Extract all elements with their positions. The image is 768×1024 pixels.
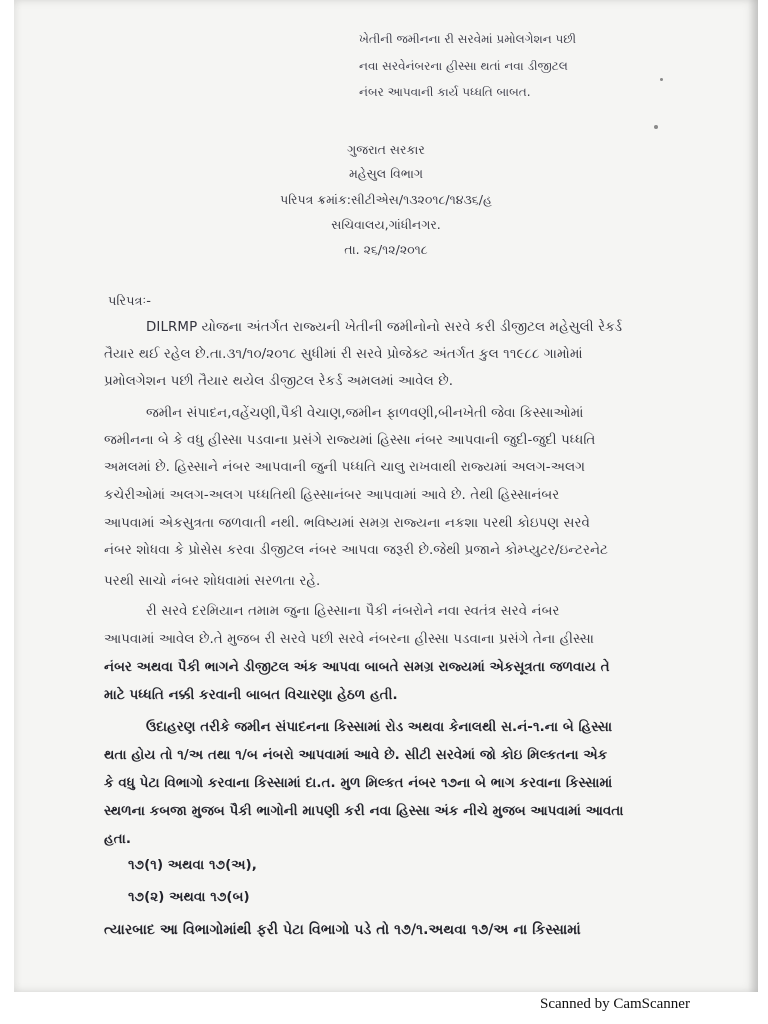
- body-line: આપવામાં એકસુત્રતા જળવાતી નથી. ભવિષ્યમાં સમગ્ર રાજ્યના નકશા પરથી કોઇપણ સરવે: [104, 516, 590, 531]
- body-line: નંબર અથવા પૈકી ભાગને ડીજીટલ અંક આપવા બાબતે સમગ્ર રાજ્યમાં એકસૂત્રતા જળવાય તે: [104, 660, 610, 675]
- subject-line-1: ખેતીની જમીનના રી સરવેમાં પ્રમોલગેશન પછી: [359, 32, 577, 46]
- salutation: પરિપત્રઃ-: [108, 294, 151, 309]
- body-line: થતા હોય તો ૧/અ તથા ૧/બ નંબરો આપવામાં આવે છે. સીટી સરવેમાં જો કોઇ મિલ્કતના એક: [104, 748, 608, 763]
- body-line: પરથી સાચો નંબર શોધવામાં સરળતા રહે.: [104, 574, 321, 589]
- scanned-page: [14, 0, 758, 992]
- government-name: ગુજરાત સરકાર: [347, 142, 425, 157]
- body-line: ત્યારબાદ આ વિભાગોમાંથી ફરી પેટા વિભાગો પડે તો ૧૭/૧.અથવા ૧૭/અ ના કિસ્સામાં: [104, 922, 581, 938]
- body-line: કે વધુ પેટા વિભાગો કરવાના કિસ્સામાં દા.ત. મુળ મિલ્કત નંબર ૧૭ના બે ભાગ કરવાના કિસ્સામાં: [104, 776, 613, 791]
- body-line: જમીનના બે કે વધુ હીસ્સા પડવાના પ્રસંગે રાજ્યમાં હિસ્સા નંબર આપવાની જુદી-જુદી પધ્ધતિ: [104, 433, 596, 448]
- body-line: રી સરવે દરમિયાન તમામ જુના હિસ્સાના પૈકી નંબરોને નવા સ્વતંત્ર સરવે નંબર: [146, 604, 560, 619]
- example-item-2: ૧૭(૨) અથવા ૧૭(બ): [128, 890, 250, 905]
- body-line: જમીન સંપાદન,વહેંચણી,પૈકી વેચાણ,જમીન ફાળવણી,બીનખેતી જેવા કિસ્સાઓમાં: [146, 406, 584, 421]
- body-line: હતા.: [104, 832, 132, 847]
- place: સચિવાલય,ગાંધીનગર.: [331, 217, 441, 232]
- circular-number: પરિપત્ર ક્રમાંક:સીટીએસ/૧૩૨૦૧૮/૧૪૩૬/હ: [280, 192, 492, 207]
- body-line: અમલમાં છે. હિસ્સાને નંબર આપવાની જુની પધ્ધતિ ચાલુ રાખવાથી રાજ્યમાં અલગ-અલગ: [104, 460, 586, 475]
- body-line: તૈયાર થઈ રહેલ છે.તા.૩૧/૧૦/૨૦૧૮ સુધીમાં રી સરવે પ્રોજેક્ટ અંતર્ગત કુલ ૧૧૯૮૮ ગામોમાં: [104, 347, 583, 362]
- date: તા. ૨૬/૧૨/૨૦૧૮: [344, 242, 428, 257]
- body-line: આપવામાં આવેલ છે.તે મુજબ રી સરવે પછી સરવે નંબરના હીસ્સા પડવાના પ્રસંગે તેના હીસ્સા: [104, 632, 595, 647]
- scan-speck: [654, 125, 658, 129]
- department-name: મહેસુલ વિભાગ: [348, 166, 424, 181]
- body-line: સ્થળના કબજા મુજબ પૈકી ભાગોની માપણી કરી નવા હિસ્સા અંક નીચે મુજબ આપવામાં આવતા: [104, 804, 624, 819]
- body-line: માટે પધ્ધતિ નક્કી કરવાની બાબત વિચારણા હેઠળ હતી.: [104, 688, 398, 703]
- subject-line-2: નવા સરવેનંબરના હીસ્સા થતાં નવા ડીજીટલ: [359, 59, 568, 73]
- scanner-watermark: Scanned by CamScanner: [540, 996, 690, 1012]
- body-line: નંબર શોધવા કે પ્રોસેસ કરવા ડીજીટલ નંબર આપવા જરૂરી છે.જેથી પ્રજાને કોમ્પ્યુટર/ઇન્ટરનેટ: [104, 543, 608, 558]
- body-line: DILRMP યોજના અંતર્ગત રાજ્યની ખેતીની જમીનોનો સરવે કરી ડીજીટલ મહેસુલી રેકર્ડ: [146, 320, 623, 335]
- scan-speck: [660, 78, 663, 81]
- body-line: ઉદાહરણ તરીકે જમીન સંપાદનના કિસ્સામાં રોડ અથવા કેનાલથી સ.નં-૧.ના બે હિસ્સા: [146, 720, 613, 735]
- subject-line-3: નંબર આપવાની કાર્ય પધ્ધતિ બાબત.: [359, 85, 531, 99]
- body-line: પ્રમોલગેશન પછી તૈયાર થયેલ ડીજીટલ રેકર્ડ અમલમાં આવેલ છે.: [104, 374, 454, 389]
- example-item-1: ૧૭(૧) અથવા ૧૭(અ),: [128, 858, 257, 873]
- body-line: કચેરીઓમાં અલગ-અલગ પધ્ધતિથી હિસ્સાનંબર આપવામાં આવે છે. તેથી હિસ્સાનંબર: [104, 488, 560, 503]
